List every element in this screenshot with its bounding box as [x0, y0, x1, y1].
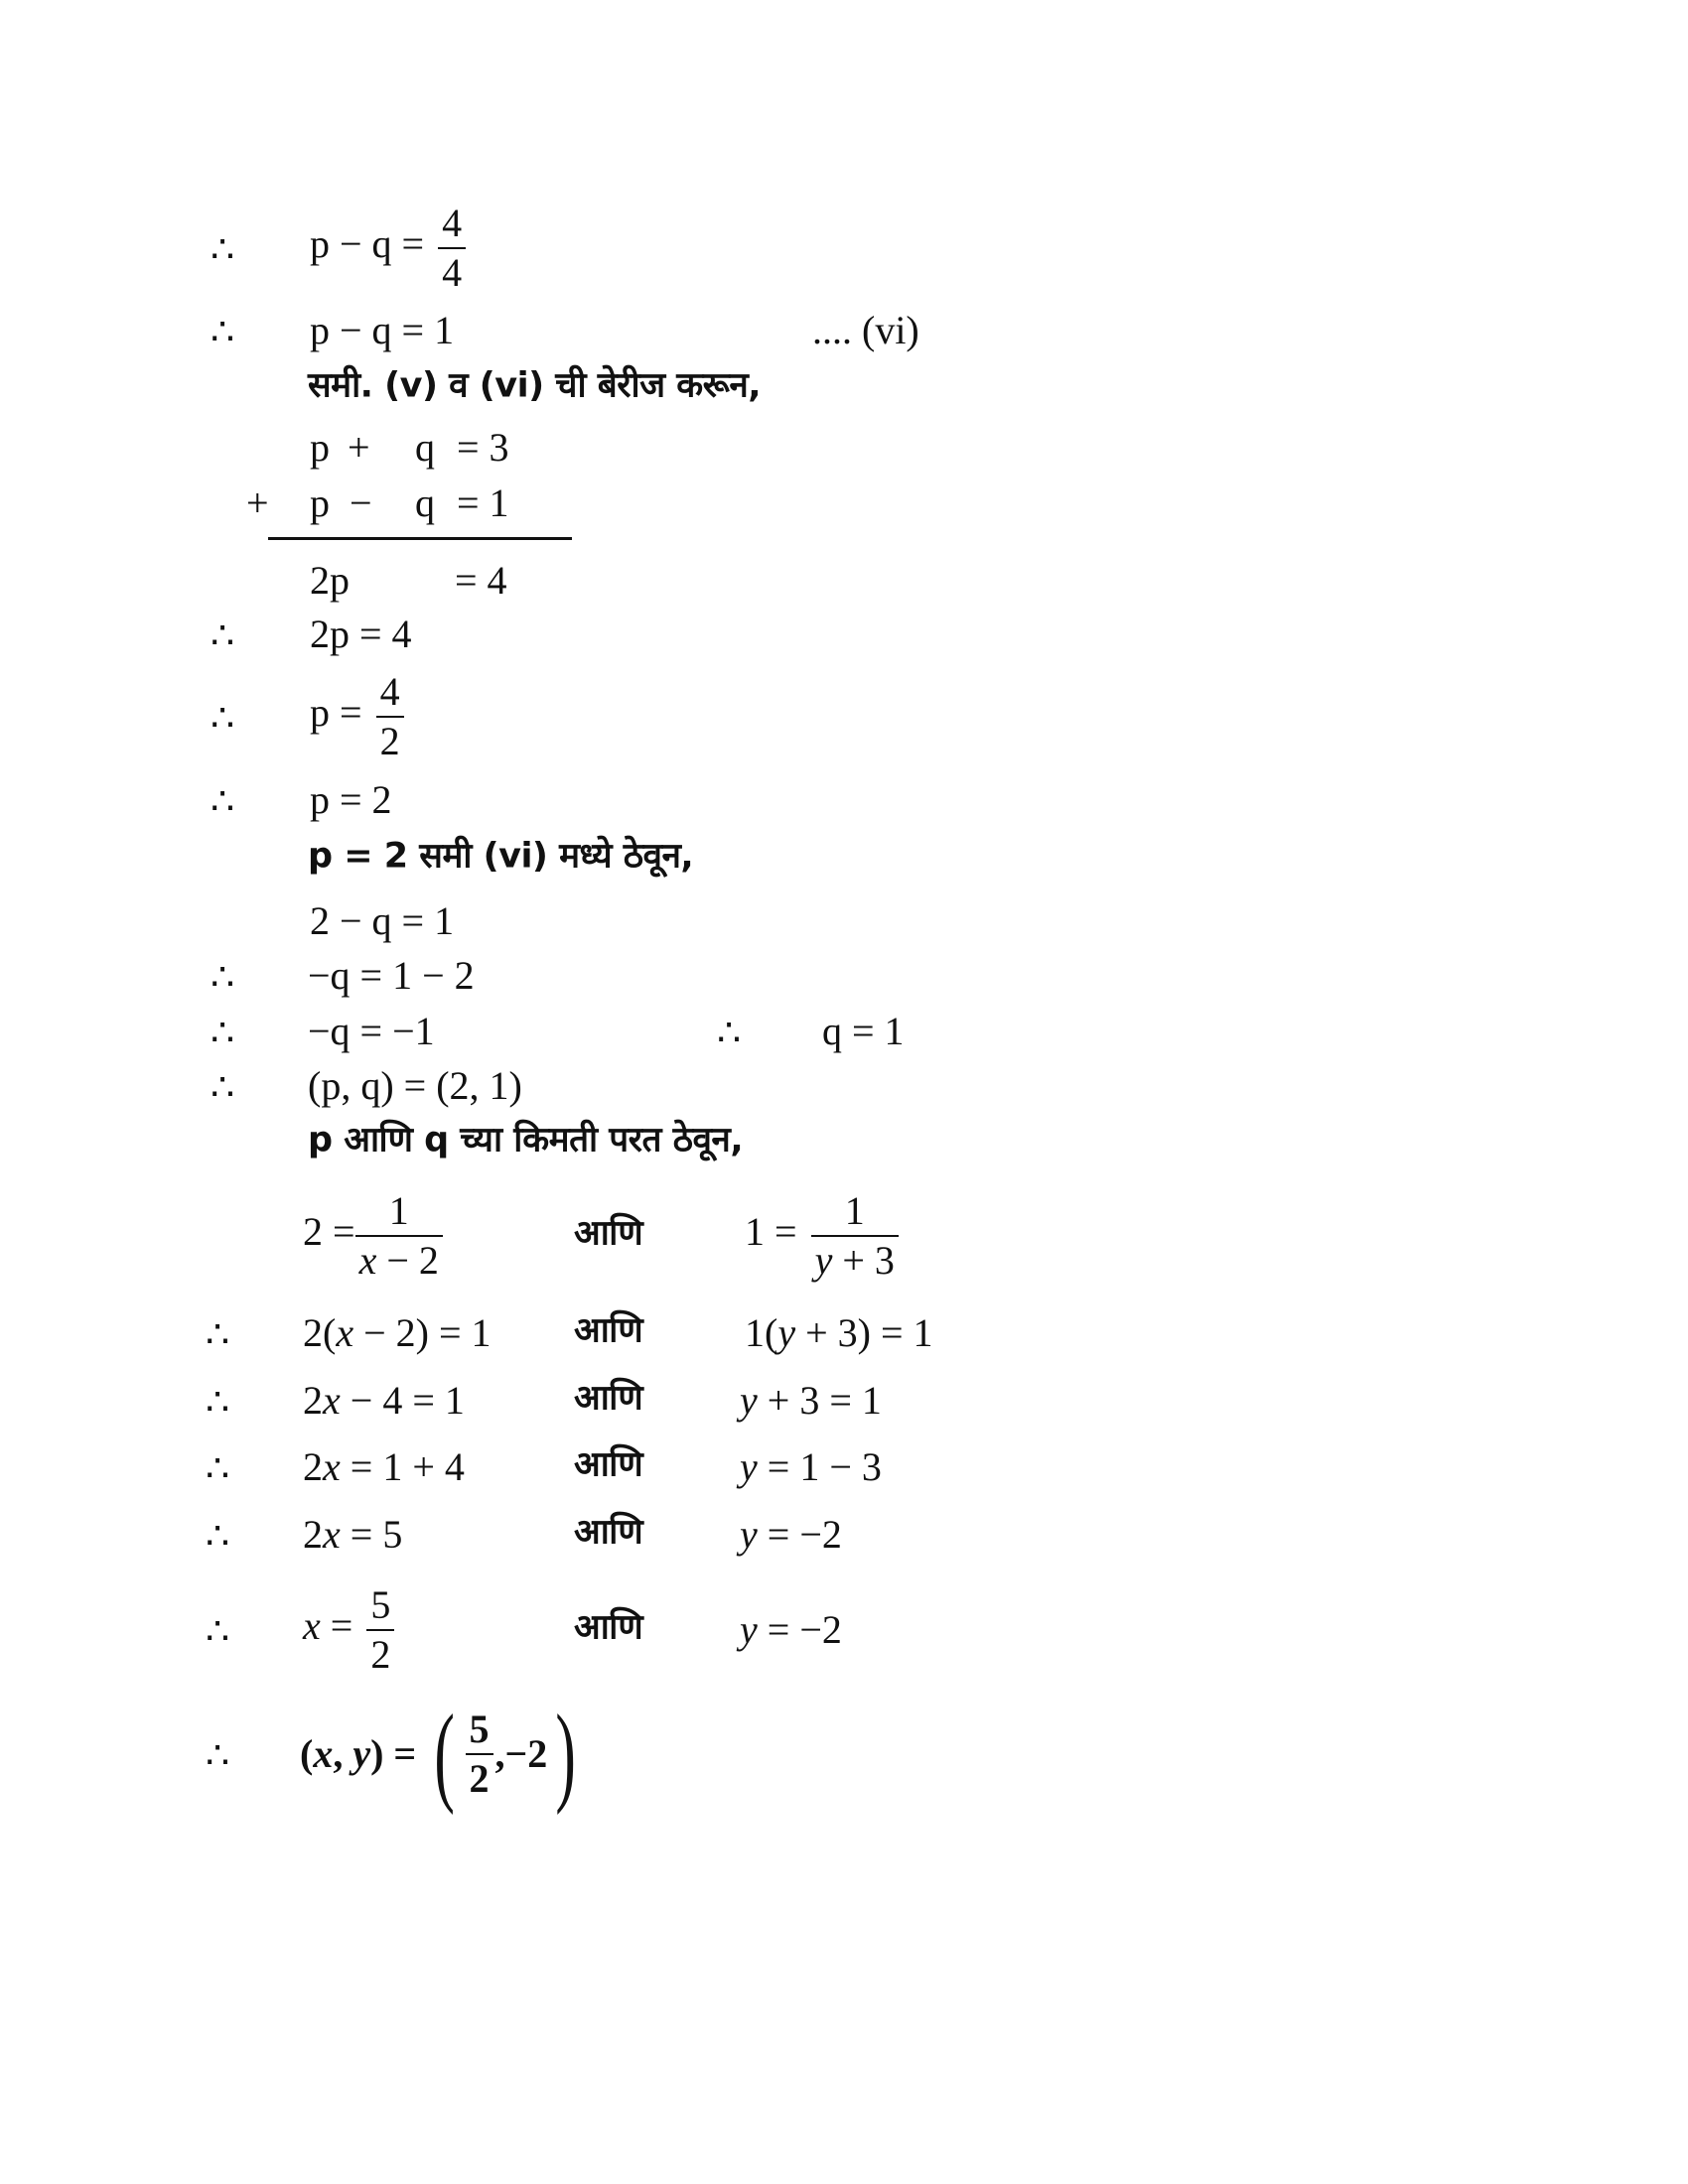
addition-row-2-eq: = 1 [457, 480, 509, 525]
fraction-bar [438, 247, 466, 249]
equation-line [310, 203, 470, 294]
equation-line [740, 1607, 842, 1652]
fraction [466, 1708, 493, 1800]
addition-row-1-eq: = 3 [457, 425, 509, 470]
fraction-numerator: 5 [469, 1706, 490, 1751]
variable: x [313, 1731, 334, 1776]
addition-row-2-op: − [350, 480, 372, 525]
equation-line [745, 1310, 933, 1355]
variable: y [352, 1731, 371, 1776]
expression-part: = 1 − 3 [757, 1444, 882, 1489]
expression-rest: − 2 [376, 1238, 439, 1283]
fraction-denominator: 2 [469, 1756, 490, 1801]
fraction-bar [355, 1235, 443, 1237]
conjunction-text: आणि [574, 1512, 643, 1553]
expression-part: = 5 [340, 1512, 403, 1557]
equation-line [740, 1444, 882, 1489]
variable: y [777, 1310, 796, 1355]
equation-tag: .... (vi) [812, 308, 919, 352]
variable: x [358, 1238, 377, 1283]
equation-line: 2p = 4 [310, 612, 412, 656]
fraction-numerator: 1 [844, 1188, 865, 1233]
final-answer [300, 1693, 585, 1816]
addition-rule [268, 537, 572, 540]
variable: x [323, 1512, 341, 1557]
therefore-symbol: ∴ [717, 1013, 742, 1054]
therefore-symbol: ∴ [206, 1516, 230, 1558]
fraction-numerator: 4 [442, 201, 463, 245]
equation-line [740, 1378, 882, 1423]
fraction-numerator: 1 [388, 1188, 409, 1233]
equals: = [383, 1731, 427, 1776]
expression-part: 2 [303, 1378, 323, 1423]
fraction-denominator [811, 1240, 899, 1282]
therefore-symbol: ∴ [211, 1067, 235, 1109]
variable: x [303, 1603, 321, 1649]
expression-part: = 1 + 4 [340, 1444, 465, 1489]
therefore-symbol: ∴ [211, 957, 235, 999]
equation-result: q = 1 [822, 1009, 905, 1053]
addition-row-1-p: p [310, 425, 330, 470]
equation-line: −q = 1 − 2 [308, 953, 475, 998]
paren: ( [300, 1731, 314, 1776]
fraction-denominator [355, 1240, 443, 1282]
conjunction-text: आणि [574, 1310, 643, 1351]
addition-row-1-q: q [415, 425, 435, 470]
variable: x [323, 1378, 341, 1423]
addition-sign: + [246, 480, 269, 525]
fraction-denominator: 2 [370, 1632, 391, 1677]
fraction-bar [376, 716, 404, 718]
equation-line: p − q = 1 [310, 308, 455, 352]
therefore-symbol: ∴ [206, 1314, 230, 1356]
fraction [376, 671, 404, 762]
fraction-bar [366, 1629, 394, 1631]
fraction [366, 1584, 394, 1676]
expression-part: ,−2 [494, 1731, 548, 1776]
instruction-text: p = 2 समी (vi) मध्ये ठेवून, [308, 836, 694, 877]
equation-line: (p, q) = (2, 1) [308, 1063, 522, 1108]
therefore-symbol: ∴ [206, 1611, 230, 1653]
equation-lhs: p − q = [310, 221, 435, 267]
therefore-symbol: ∴ [211, 698, 235, 740]
expression-rest: + 3 [832, 1238, 895, 1283]
conjunction-text: आणि [574, 1607, 643, 1648]
expression-part: + 3) = 1 [795, 1310, 933, 1355]
fraction-denominator: 4 [442, 250, 463, 295]
paren: ) [370, 1731, 384, 1776]
fraction-numerator: 4 [379, 669, 400, 714]
variable: x [336, 1310, 354, 1355]
equation-line [310, 671, 408, 762]
expression-part: = [320, 1603, 363, 1649]
equation-lhs: 1 = [745, 1209, 807, 1255]
equation-line [303, 1512, 403, 1557]
conjunction-text: आणि [574, 1378, 643, 1419]
therefore-symbol: ∴ [211, 781, 235, 823]
addition-sum-eq: = 4 [455, 558, 507, 603]
therefore-symbol: ∴ [211, 312, 235, 353]
equation-lhs: p = [310, 690, 372, 736]
variable: y [740, 1378, 758, 1423]
equation-line: p = 2 [310, 777, 392, 822]
expression-part: − 4 = 1 [340, 1378, 465, 1423]
equation-line: 2 − q = 1 [310, 898, 455, 943]
big-left-paren: ( [434, 1693, 456, 1816]
expression-part: = −2 [757, 1607, 842, 1652]
therefore-symbol: ∴ [206, 1382, 230, 1424]
instruction-text: p आणि q च्या किमती परत ठेवून, [308, 1120, 744, 1160]
equation-line [740, 1512, 842, 1557]
therefore-symbol: ∴ [211, 229, 235, 271]
expression-part: 2( [303, 1310, 337, 1355]
equation-line [745, 1190, 903, 1282]
therefore-symbol: ∴ [206, 1735, 230, 1777]
variable: x [323, 1444, 341, 1489]
fraction-bar [811, 1235, 899, 1237]
fraction-numerator: 5 [370, 1582, 391, 1627]
conjunction-text: आणि [574, 1444, 643, 1485]
comma: , [333, 1731, 353, 1776]
expression-part: 2 [303, 1512, 323, 1557]
expression-part: = −2 [757, 1512, 842, 1557]
equation-line [303, 1378, 465, 1423]
big-right-paren: ) [555, 1693, 577, 1816]
expression-part: − 2) = 1 [353, 1310, 492, 1355]
fraction [355, 1190, 443, 1282]
equation-lhs: 2 = [303, 1209, 355, 1255]
variable: y [740, 1512, 758, 1557]
fraction-bar [466, 1753, 493, 1755]
addition-row-2-q: q [415, 480, 435, 525]
final-answer-group [300, 1693, 585, 1816]
variable: y [814, 1238, 833, 1283]
instruction-text: समी. (v) व (vi) ची बेरीज करून, [308, 365, 762, 406]
equation-line [303, 1584, 398, 1676]
expression-part: 1( [745, 1310, 778, 1355]
addition-row-2-p: p [310, 480, 330, 525]
expression-part: 2 [303, 1444, 323, 1489]
equation-line [303, 1190, 447, 1282]
equation-line: −q = −1 [308, 1009, 435, 1053]
therefore-symbol: ∴ [211, 1013, 235, 1054]
variable: y [740, 1607, 758, 1652]
fraction [811, 1190, 899, 1282]
fraction-denominator: 2 [379, 719, 400, 763]
fraction [438, 203, 466, 294]
addition-sum-lhs: 2p [310, 558, 350, 603]
therefore-symbol: ∴ [211, 615, 235, 657]
addition-row-1-op: + [348, 425, 370, 470]
variable: y [740, 1444, 758, 1489]
therefore-symbol: ∴ [206, 1448, 230, 1490]
equation-line [303, 1310, 492, 1355]
conjunction-text: आणि [574, 1213, 643, 1254]
equation-line [303, 1444, 465, 1489]
expression-part: + 3 = 1 [757, 1378, 882, 1423]
